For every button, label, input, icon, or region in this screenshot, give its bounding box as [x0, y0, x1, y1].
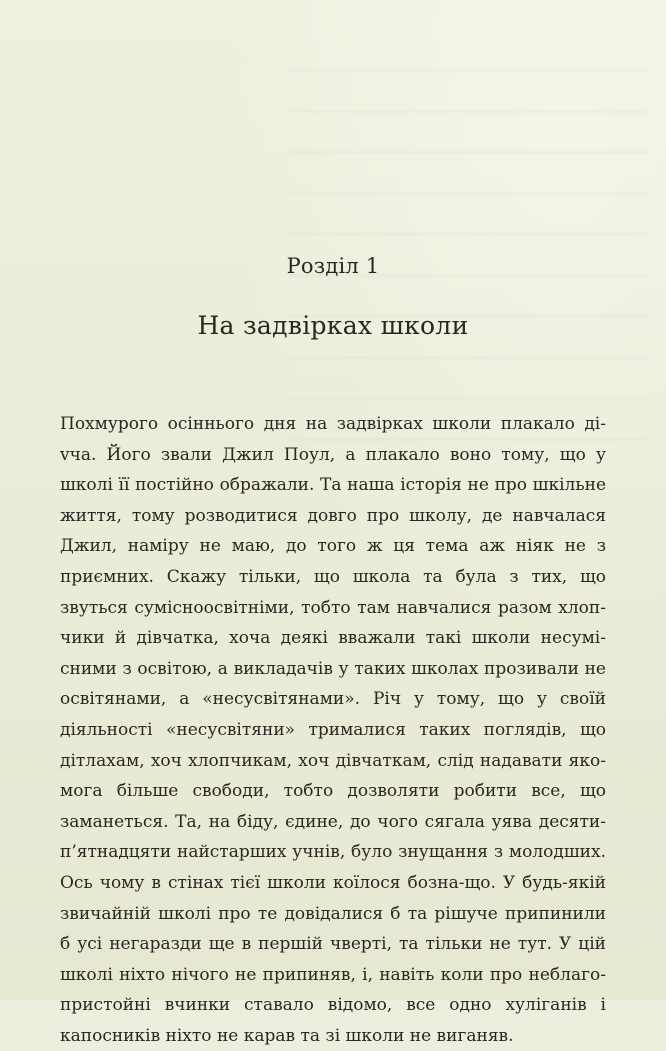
chapter-number: Розділ 1 [286, 254, 380, 278]
chapter-title: На задвірках школи [197, 311, 469, 340]
body-paragraph: Похмурого осіннього дня на задвірках школи плакало діvча. Його звали Джил Поул, а плакало воно тому, що у школі її постійно ображали. Та наша історія не про шкільне життя, тому розводитися довго про школу, де навчалася Джил, наміру не маю, до того ж ця тема аж ніяк не з приємних. Скажу тільки, що школа та була з тих, що звуться сумісноосвітніми, тобто там навчалися разом хлопчики й дівчатка, хоча деякі вважали такі школи несумісними з освітою, а викладачів у таких школах прозивали не освітянами, а «несусвітянами». Річ у тому, що у своїй діяльності «несусвітяни» трималися таких поглядів, що дітлахам, хоч хлопчикам, хоч дівчаткам, слід надавати якомога більше свободи, тобто дозволяти робити все, що заманеться. Та, на біду, єдине, до чого сягала уява десяти-п’ятнадцяти найстарших учнів, було знущання з молодших. Ось чому в стінах тієї школи коїлося бозна-що. У будь-якій звичайній школі про те довідалися б та рішуче припинили б усі негаразди ще в першій чверті, та тільки не тут. У цій школі ніхто нічого не припиняв, і, навіть коли про неблагопристойні вчинки ставало відомо, все одно хуліганів і капосників ніхто не карав та зі школи не виганяв. [60, 414, 606, 1046]
